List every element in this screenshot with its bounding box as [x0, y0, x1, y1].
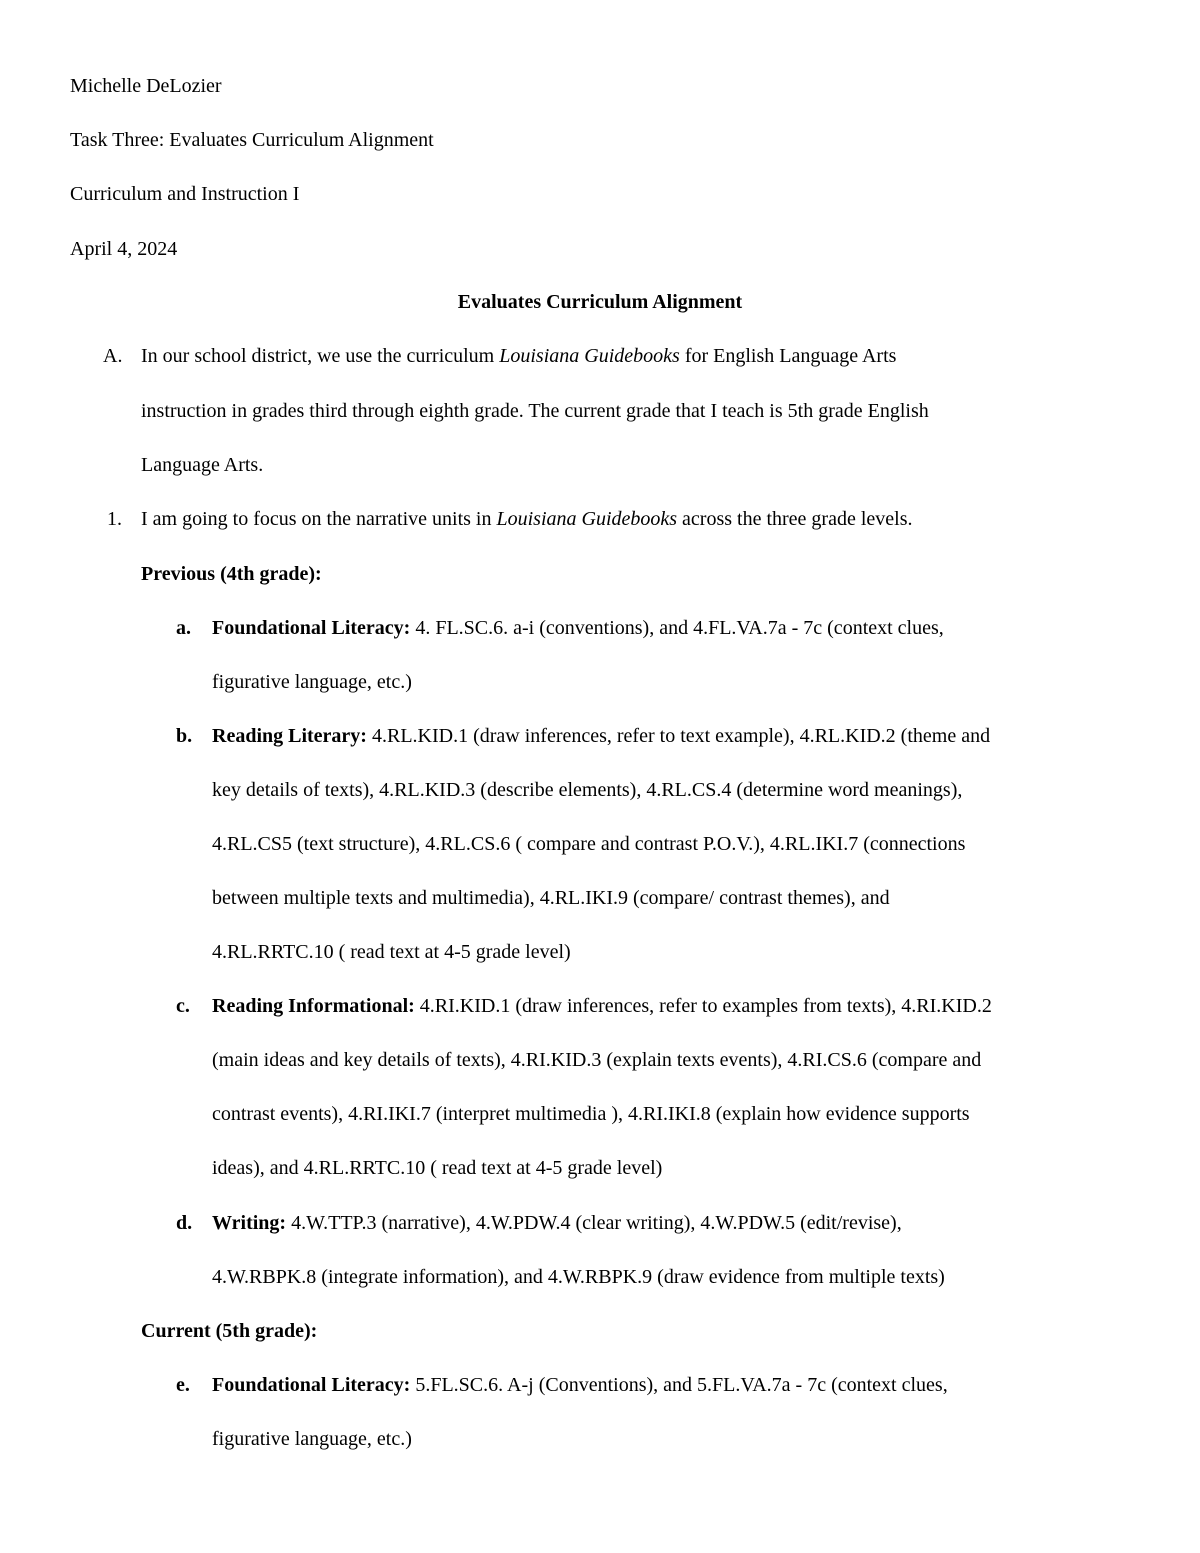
list-item-marker: b. — [176, 725, 193, 747]
document-date: April 4, 2024 — [70, 238, 178, 260]
list-item-line: key details of texts), 4.RL.KID.3 (describe elements), 4.RL.CS.4 (determine word meanings), — [212, 779, 963, 801]
list-item-marker: d. — [176, 1212, 193, 1234]
list-item-line: ideas), and 4.RL.RRTC.10 ( read text at 4-5 grade level) — [212, 1157, 663, 1179]
list-item-line — [212, 1210, 902, 1236]
list-item-marker: a. — [176, 617, 191, 639]
list-item-line: 4.W.RBPK.8 (integrate information), and 4.W.RBPK.9 (draw evidence from multiple texts) — [212, 1266, 945, 1288]
current-grade-heading: Current (5th grade): — [141, 1320, 318, 1342]
list-item-line: between multiple texts and multimedia), 4.RL.IKI.9 (compare/ contrast themes), and — [212, 887, 890, 909]
section-a-text: In our school district, we use the curriculum — [141, 345, 500, 367]
previous-grade-heading: Previous (4th grade): — [141, 563, 322, 585]
list-item-line: contrast events), 4.RI.IKI.7 (interpret multimedia ), 4.RI.IKI.8 (explain how evidence supports — [212, 1103, 970, 1125]
standard-category-label: Foundational Literacy: — [212, 617, 411, 639]
list-item-marker: e. — [176, 1374, 190, 1396]
list-item-line: (main ideas and key details of texts), 4.RI.KID.3 (explain texts events), 4.RI.CS.6 (compare and — [212, 1049, 982, 1071]
author-name: Michelle DeLozier — [70, 75, 222, 97]
course-name: Curriculum and Instruction I — [70, 183, 300, 205]
section-a-line-2: instruction in grades third through eighth grade. The current grade that I teach is 5th grade English — [141, 400, 929, 422]
section-a-text-end: for English Language Arts — [679, 345, 897, 367]
standard-category-label: Writing: — [212, 1212, 287, 1234]
document-title: Evaluates Curriculum Alignment — [457, 291, 743, 313]
standard-text: 4.RI.KID.1 (draw inferences, refer to examples from texts), 4.RI.KID.2 — [414, 995, 992, 1017]
list-item-marker: c. — [176, 995, 190, 1017]
standard-text: 5.FL.SC.6. A-j (Conventions), and 5.FL.VA.7a - 7c (context clues, — [410, 1374, 948, 1396]
list-item-line — [212, 723, 990, 749]
section-a-marker: A. — [103, 345, 123, 367]
list-item-line — [212, 615, 944, 641]
standard-text: 4.RL.KID.1 (draw inferences, refer to text example), 4.RL.KID.2 (theme and — [366, 725, 991, 747]
list-item-line: figurative language, etc.) — [212, 1428, 412, 1450]
item-1-line — [141, 506, 913, 532]
standard-text: 4. FL.SC.6. a-i (conventions), and 4.FL.VA.7a - 7c (context clues, — [410, 617, 944, 639]
standard-category-label: Reading Literary: — [212, 725, 367, 747]
list-item-line: 4.RL.CS5 (text structure), 4.RL.CS.6 ( compare and contrast P.O.V.), 4.RL.IKI.7 (connections — [212, 833, 966, 855]
list-item-line — [212, 993, 992, 1019]
item-1-text: I am going to focus on the narrative units in — [141, 508, 497, 530]
curriculum-name: Louisiana Guidebooks — [499, 345, 680, 367]
item-1-marker: 1. — [107, 508, 122, 530]
section-a-line-1 — [141, 343, 896, 369]
list-item-line: figurative language, etc.) — [212, 671, 412, 693]
item-1-text-end: across the three grade levels. — [677, 508, 913, 530]
standard-text: 4.W.TTP.3 (narrative), 4.W.PDW.4 (clear writing), 4.W.PDW.5 (edit/revise), — [286, 1212, 902, 1234]
standard-category-label: Foundational Literacy: — [212, 1374, 411, 1396]
list-item-line — [212, 1372, 948, 1398]
list-item-line: 4.RL.RRTC.10 ( read text at 4-5 grade level) — [212, 941, 571, 963]
standard-category-label: Reading Informational: — [212, 995, 415, 1017]
curriculum-name: Louisiana Guidebooks — [496, 508, 678, 530]
section-a-line-3: Language Arts. — [141, 454, 264, 476]
task-title: Task Three: Evaluates Curriculum Alignment — [70, 129, 434, 151]
